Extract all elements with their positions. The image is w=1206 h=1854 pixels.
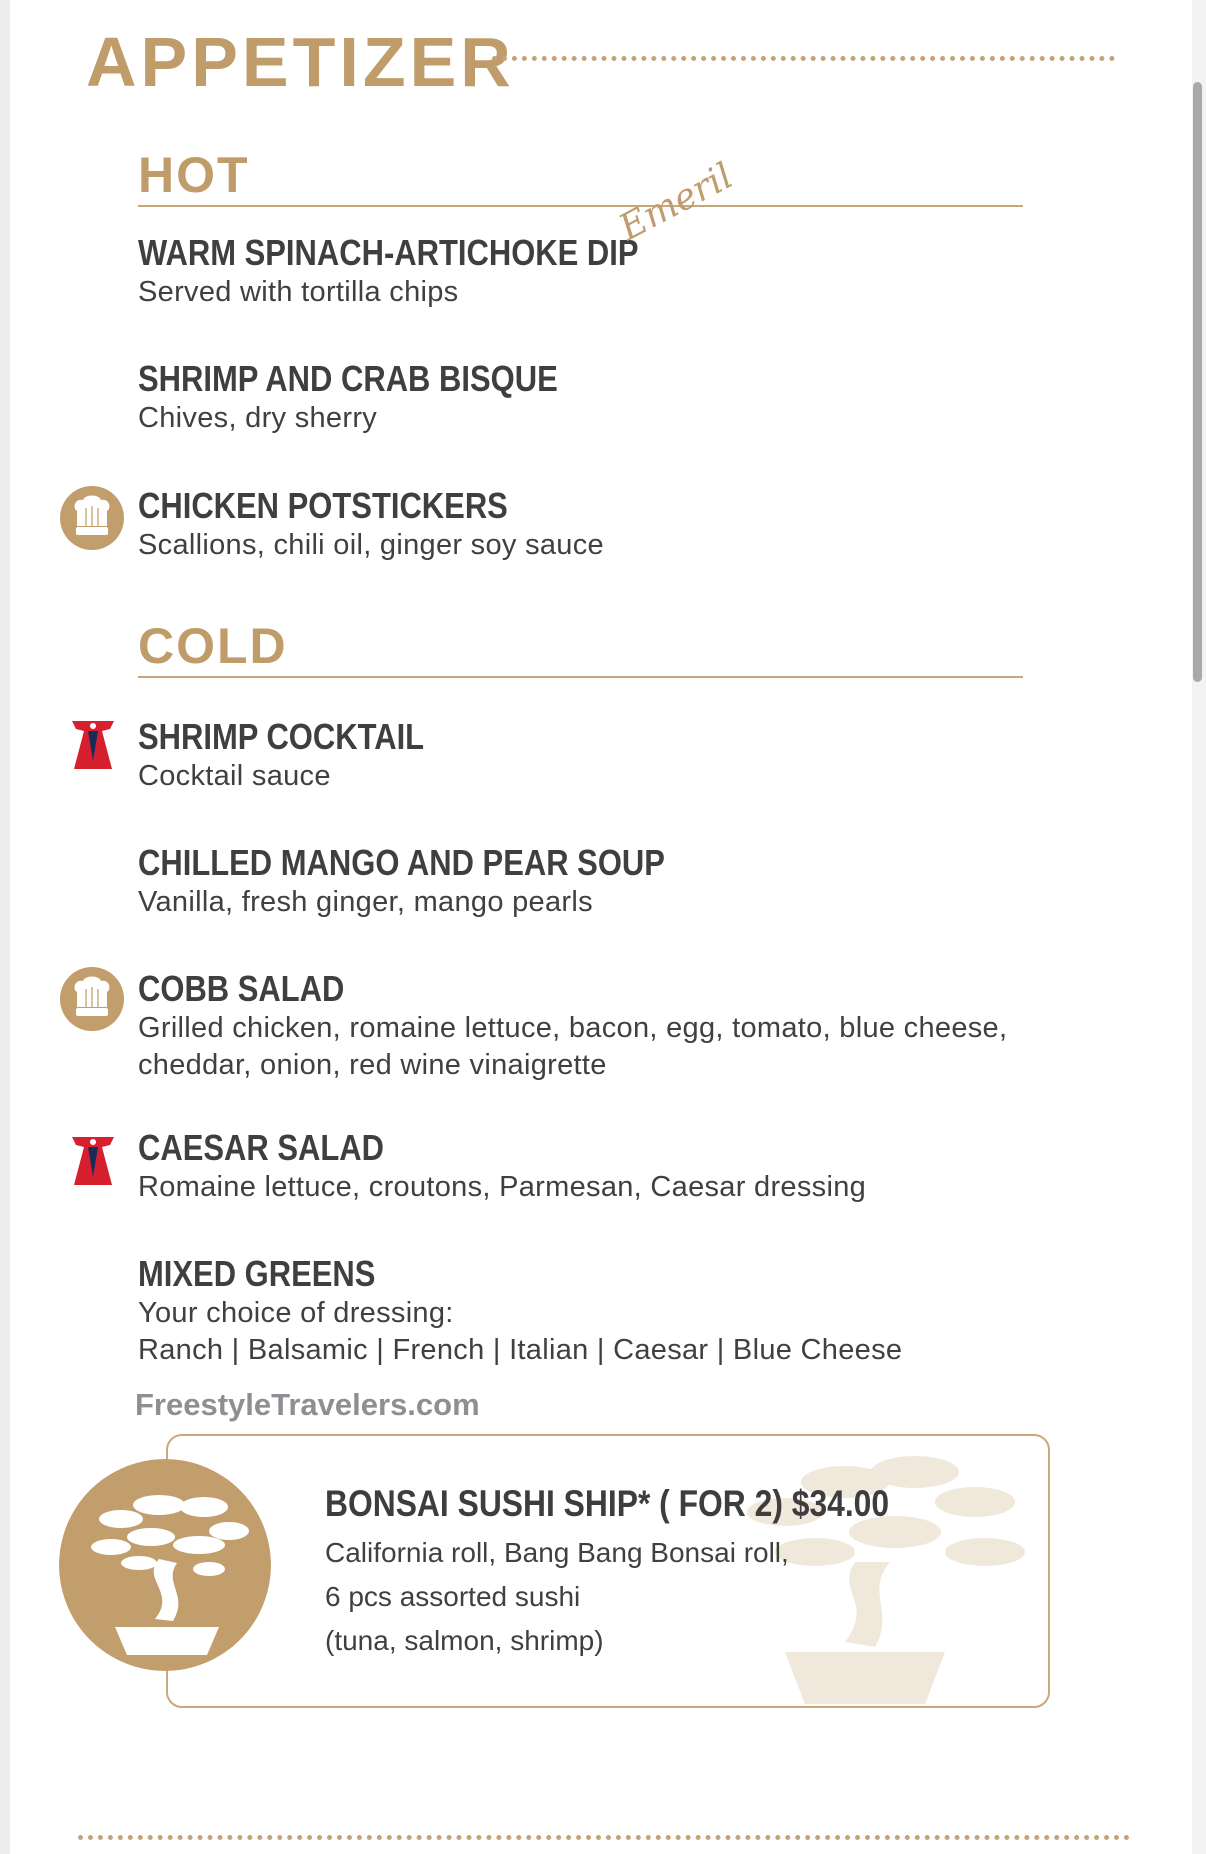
section-hot <box>138 145 1023 207</box>
item-description: Romaine lettuce, croutons, Parmesan, Caesar dressing <box>138 1171 867 1203</box>
item-description-line-2: cheddar, onion, red wine vinaigrette <box>138 1049 607 1081</box>
menu-item-caesar-salad <box>138 1127 1038 1206</box>
item-name: CAESAR SALAD <box>138 1127 384 1168</box>
menu-item-mixed-greens <box>138 1253 1038 1369</box>
chef-hat-icon <box>60 486 124 550</box>
item-name: CHICKEN POTSTICKERS <box>138 485 508 526</box>
page-title: APPETIZER <box>86 23 515 101</box>
emeril-signature-badge: Emeril <box>612 155 740 249</box>
watermark: FreestyleTravelers.com <box>135 1387 480 1422</box>
menu-item-shrimp-cocktail <box>138 716 1038 795</box>
carnival-funnel-icon <box>70 1133 116 1187</box>
item-name: COBB SALAD <box>138 968 345 1009</box>
section-heading-cold: COLD <box>138 618 288 674</box>
chef-hat-icon <box>60 967 124 1031</box>
item-name: SHRIMP COCKTAIL <box>138 716 425 757</box>
item-name: MIXED GREENS <box>138 1253 376 1294</box>
menu-item-cobb-salad <box>138 968 1038 1084</box>
item-description: Cocktail sauce <box>138 760 331 792</box>
left-frame-edge <box>0 0 10 1854</box>
featured-description-line-1: California roll, Bang Bang Bonsai roll, <box>325 1537 789 1568</box>
menu-item-shrimp-crab-bisque <box>138 358 1038 437</box>
featured-item-name: BONSAI SUSHI SHIP* ( FOR 2) $34.00 <box>325 1483 890 1524</box>
item-description-line-1: Your choice of dressing: <box>138 1297 454 1329</box>
featured-description-line-2: 6 pcs assorted sushi <box>325 1581 581 1612</box>
item-name: SHRIMP AND CRAB BISQUE <box>138 358 558 399</box>
item-description: Served with tortilla chips <box>138 276 459 308</box>
item-description: Vanilla, fresh ginger, mango pearls <box>138 886 593 918</box>
item-name: WARM SPINACH-ARTICHOKE DIP <box>138 232 639 273</box>
section-heading-hot: HOT <box>138 147 250 203</box>
title-dotted-rule <box>492 56 1115 61</box>
scrollbar-thumb[interactable] <box>1193 82 1202 682</box>
bonsai-tree-icon <box>59 1459 271 1671</box>
section-cold <box>138 616 1023 678</box>
menu-item-chicken-potstickers <box>138 485 1038 564</box>
dressing-options: Ranch | Balsamic | French | Italian | Caesar | Blue Cheese <box>138 1334 903 1366</box>
item-description-line-1: Grilled chicken, romaine lettuce, bacon, egg, tomato, blue cheese, <box>138 1012 1008 1044</box>
item-name: CHILLED MANGO AND PEAR SOUP <box>138 842 665 883</box>
item-description: Scallions, chili oil, ginger soy sauce <box>138 529 604 561</box>
carnival-funnel-icon <box>70 717 116 771</box>
item-description: Chives, dry sherry <box>138 402 378 434</box>
menu-item-chilled-mango-pear-soup <box>138 842 1038 921</box>
menu-item-spinach-dip <box>138 232 1038 311</box>
bottom-dotted-rule <box>78 1835 1130 1840</box>
featured-description-line-3: (tuna, salmon, shrimp) <box>325 1625 604 1656</box>
